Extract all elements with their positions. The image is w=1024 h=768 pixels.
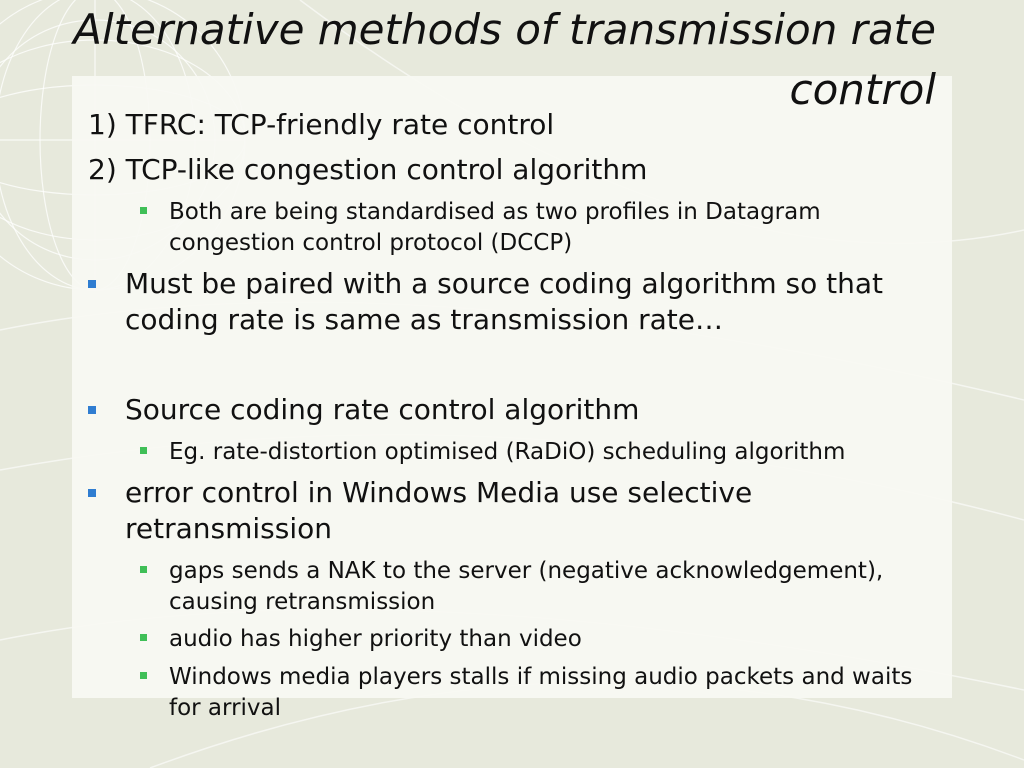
bullet-text: Source coding rate control algorithm xyxy=(125,393,640,426)
bullet-text: Both are being standardised as two profiles in Datagram congestion control protocol (DCCP) xyxy=(169,199,821,256)
bullet-text: audio has higher priority than video xyxy=(169,626,582,652)
sub-bullet-radio xyxy=(140,437,930,468)
slide-title: Alternative methods of transmission rate control xyxy=(73,5,936,114)
sub-bullet-dccp xyxy=(140,197,930,259)
bullet-source-coding-rate-control xyxy=(88,392,908,428)
sub-bullet-nak xyxy=(140,556,930,618)
bullet-text: Windows media players stalls if missing audio packets and waits for arrival xyxy=(169,664,913,721)
square-bullet-icon xyxy=(88,406,96,414)
square-bullet-icon xyxy=(140,566,147,573)
square-bullet-icon xyxy=(88,489,96,497)
numbered-line-1: 1) TFRC: TCP-friendly rate control xyxy=(88,108,555,141)
bullet-error-control xyxy=(88,475,908,547)
sub-bullet-stalls xyxy=(140,662,930,724)
square-bullet-icon xyxy=(140,672,147,679)
bullet-text: Must be paired with a source coding algorithm so that coding rate is same as transmission rate… xyxy=(125,267,884,336)
bullet-text: gaps sends a NAK to the server (negative acknowledgement), causing retransmission xyxy=(169,558,884,615)
sub-bullet-audio-priority xyxy=(140,624,930,655)
square-bullet-icon xyxy=(140,447,147,454)
square-bullet-icon xyxy=(140,207,147,214)
bullet-paired-source-coding xyxy=(88,266,908,338)
bullet-text: error control in Windows Media use selective retransmission xyxy=(125,476,753,545)
numbered-line-2: 2) TCP-like congestion control algorithm xyxy=(88,153,648,186)
bullet-text: Eg. rate-distortion optimised (RaDiO) scheduling algorithm xyxy=(169,439,846,465)
square-bullet-icon xyxy=(88,280,96,288)
square-bullet-icon xyxy=(140,634,147,641)
